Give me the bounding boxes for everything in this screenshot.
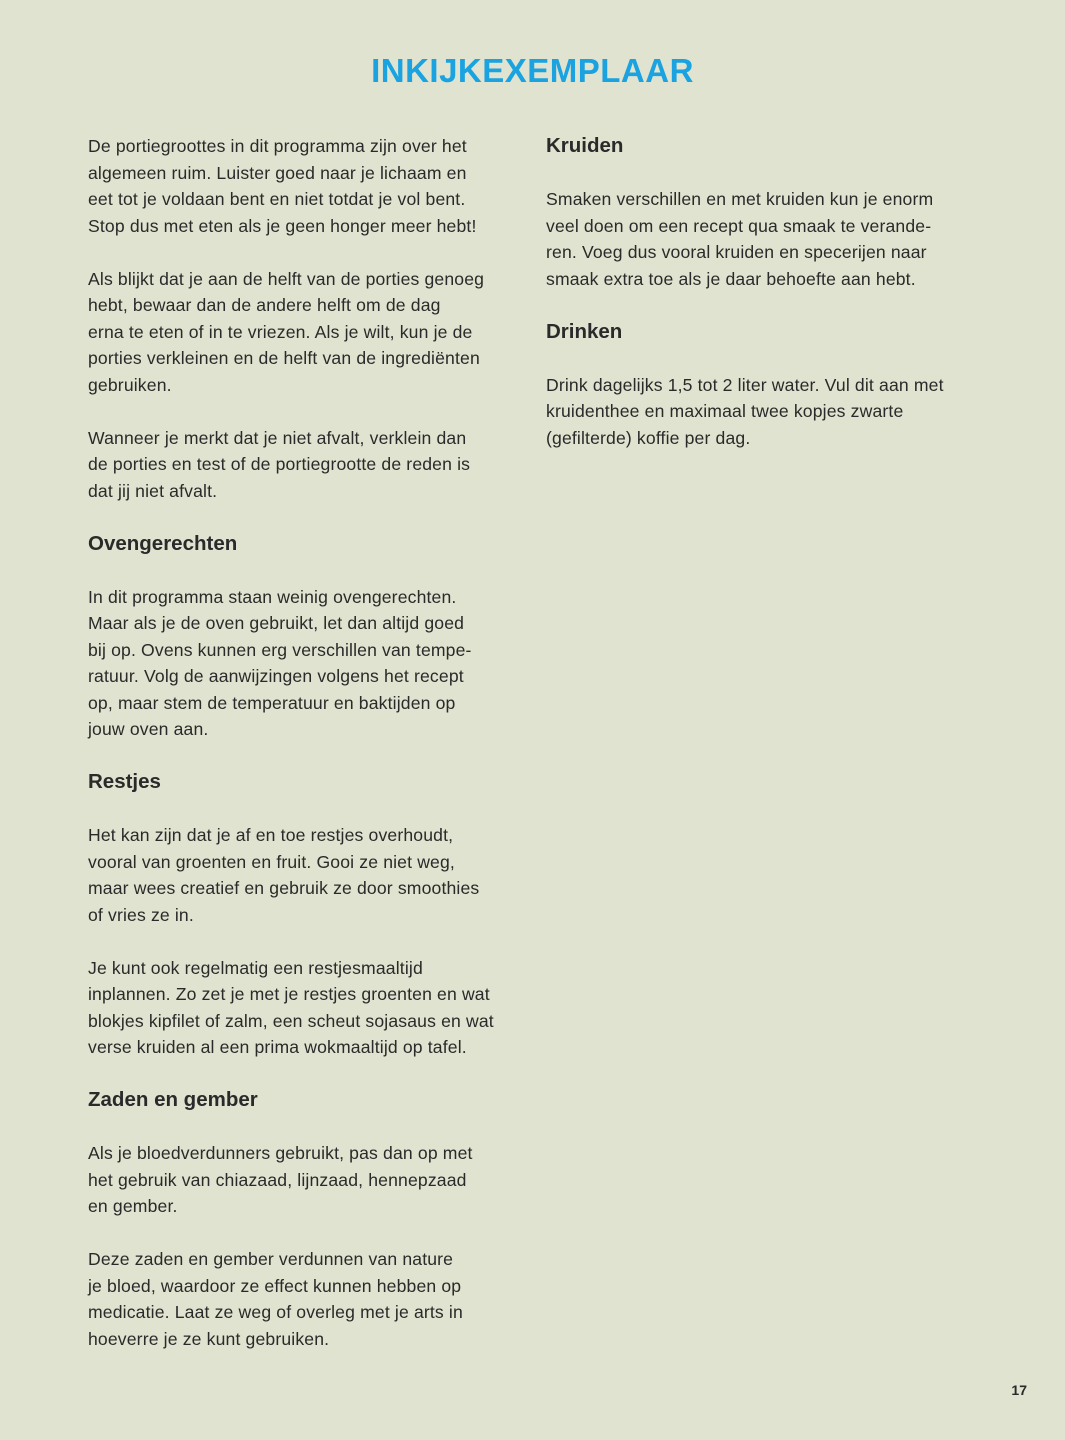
zaden-paragraph-1: Als je bloedverdunners gebruikt, pas dan op met het gebruik van chiazaad, lijnzaad, hennepzaad en gember.	[88, 1143, 473, 1216]
restjes-paragraph-1: Het kan zijn dat je af en toe restjes overhoudt, vooral van groenten en fruit. Gooi ze niet weg, maar wees creatief en gebruik ze door smoothies of vries ze in.	[88, 825, 480, 925]
drinken-paragraph: Drink dagelijks 1,5 tot 2 liter water. Vul dit aan met kruidenthee en maximaal twee kopjes zwarte (gefilterde) koffie per dag.	[546, 374, 944, 448]
page-number: 17	[1011, 1382, 1027, 1398]
kruiden-paragraph: Smaken verschillen en met kruiden kun je enorm veel doen om een recept qua smaak te verande- ren. Voeg dus vooral kruiden en specerijen naar smaak extra toe als je daar behoefte aan hebt.	[546, 189, 934, 289]
heading-zaden-en-gember: Zaden en gember	[88, 1088, 258, 1111]
watermark-text: INKIJKEXEMPLAAR	[371, 52, 694, 89]
ovengerechten-paragraph: In dit programma staan weinig ovengerechten. Maar als je de oven gebruikt, let dan altijd goed bij op. Ovens kunnen erg verschillen van tempe- ratuur. Volg de aanwijzingen volgens het recept op, maar stem de temperatuur en baktijden op jouw oven aan.	[88, 586, 472, 739]
right-column	[546, 133, 996, 478]
intro-paragraph-3: Wanneer je merkt dat je niet afvalt, verklein dan de porties en test of de portiegrootte de reden is dat jij niet afvalt.	[88, 427, 471, 501]
heading-ovengerechten: Ovengerechten	[88, 531, 238, 555]
intro-paragraph-2: Als blijkt dat je aan de helft van de porties genoeg hebt, bewaar dan de andere helft om de dag erna te eten of in te vriezen. Als je wilt, kun je de porties verkleinen en de helft van de ingrediënten gebruiken.	[88, 268, 485, 395]
heading-restjes: Restjes	[88, 770, 161, 793]
heading-kruiden: Kruiden	[546, 134, 624, 157]
restjes-paragraph-2: Je kunt ook regelmatig een restjesmaaltijd inplannen. Zo zet je met je restjes groenten en wat blokjes kipfilet of zalm, een scheut sojasaus en wat verse kruiden al een prima wokmaaltijd op tafel.	[88, 957, 494, 1057]
left-column	[88, 133, 538, 1379]
intro-paragraph-1: De portiegroottes in dit programma zijn over het algemeen ruim. Luister goed naar je lichaam en eet tot je voldaan bent en niet totdat je vol bent. Stop dus met eten als je geen honger meer hebt!	[88, 136, 477, 236]
zaden-paragraph-2: Deze zaden en gember verdunnen van nature je bloed, waardoor ze effect kunnen hebben op medicatie. Laat ze weg of overleg met je arts in hoeverre je ze kunt gebruiken.	[88, 1249, 463, 1349]
heading-drinken: Drinken	[546, 319, 623, 343]
